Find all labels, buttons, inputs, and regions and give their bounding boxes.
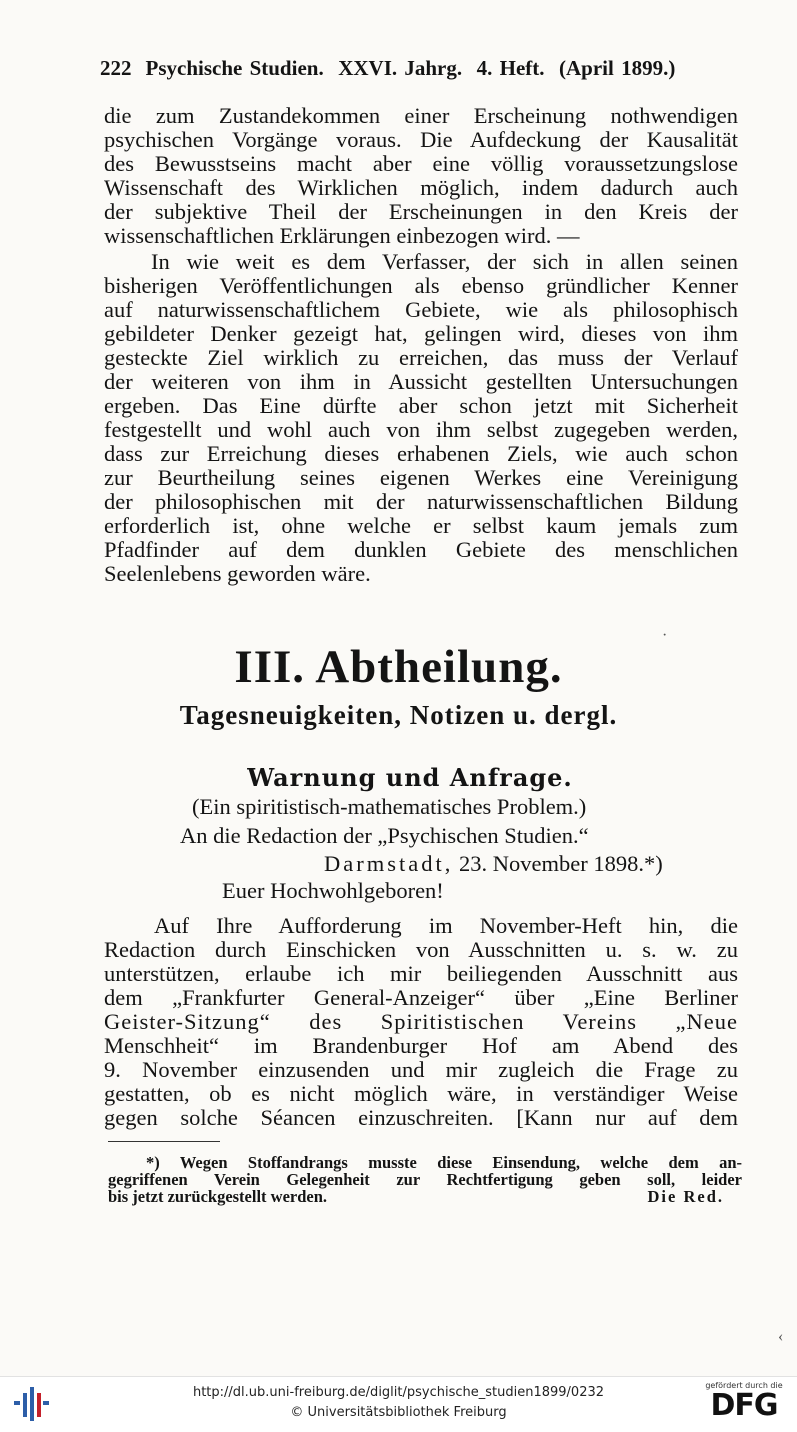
margin-dot: ·: [662, 627, 668, 644]
text-line: der philosophischen mit der naturwissenschaftlichen Bildung: [104, 489, 738, 514]
footnote-line: *) Wegen Stoffandrangs musste diese Einsendung, welche dem an-: [146, 1153, 742, 1172]
text-line: gegen solche Séancen einzuschreiten. [Kann nur auf dem: [104, 1105, 738, 1130]
footnote-text: bis jetzt zurückgestellt werden.: [108, 1187, 328, 1206]
paragraph-2: [104, 250, 738, 586]
text-line: erforderlich ist, ohne welche er selbst kaum jemals zum: [104, 513, 738, 538]
text-line: ergeben. Das Eine dürfte aber schon jetzt mit Sicherheit: [104, 393, 738, 418]
text-line: des Bewusstseins macht aber eine völlig voraussetzungslose: [104, 151, 738, 176]
running-title: Psychische Studien. XXVI. Jahrg. 4. Heft. (April 1899.): [145, 56, 676, 80]
text-line: Wissenschaft des Wirklichen möglich, indem dadurch auch: [104, 175, 738, 200]
copyright-notice: © Universitätsbibliothek Freiburg: [290, 1405, 507, 1420]
footnote-line: gegriffenen Verein Gelegenheit zur Rechtfertigung geben soll, leider: [108, 1170, 742, 1189]
text-line: die zum Zustandekommen einer Erscheinung nothwendigen: [104, 103, 738, 128]
paragraph-3: [104, 914, 738, 1130]
text-line: zur Beurtheilung seines eigenen Werkes eine Vereinigung: [104, 465, 738, 490]
footnote-divider: [108, 1141, 220, 1142]
viewer-footer: [0, 1376, 797, 1432]
text-line: festgestellt und wohl auch von ihm selbst zugegeben werden,: [104, 417, 738, 442]
article-date: 23. November 1898.*): [458, 851, 663, 876]
margin-mark: ‹: [778, 1328, 784, 1345]
footnote-signature: Die Red.: [647, 1187, 724, 1206]
permalink-url[interactable]: http://dl.ub.uni-freiburg.de/diglit/psychische_studien1899/0232: [192, 1385, 605, 1400]
text-line: dem „Frankfurter General-Anzeiger“ über „Eine Berliner: [104, 985, 738, 1010]
text-line: Geister-Sitzung“ des Spiritistischen Vereins „Neue: [104, 1009, 738, 1034]
dfg-logo[interactable]: [701, 1381, 787, 1427]
text-line: auf naturwissenschaftlichem Gebiete, wie als philosophisch: [104, 297, 738, 322]
text-line: der weiteren von ihm in Aussicht gestellten Untersuchungen: [104, 369, 738, 394]
text-line: bisherigen Veröffentlichungen als ebenso gründlicher Kenner: [104, 273, 738, 298]
text-line: gebildeter Denker gezeigt hat, gelingen wird, dieses von ihm: [104, 321, 738, 346]
page-number: 222: [100, 56, 132, 80]
text-line: Seelenlebens geworden wäre.: [104, 561, 371, 586]
text-line: Auf Ihre Aufforderung im November-Heft hin, die: [154, 913, 738, 938]
text-line: unterstützen, erlaube ich mir beiliegenden Ausschnitt aus: [104, 961, 738, 986]
article-title: Warnung und Anfrage.: [247, 763, 573, 792]
text-line: gestatten, ob es nicht möglich wäre, in verständiger Weise: [104, 1081, 738, 1106]
text-line: wissenschaftlichen Erklärungen einbezogen wird. —: [104, 223, 580, 248]
article-salutation: Euer Hochwohlgeboren!: [222, 878, 444, 903]
article-place: Darmstadt,: [324, 851, 454, 876]
dfg-wordmark: DFG: [710, 1388, 778, 1423]
section-subtitle: Tagesneuigkeiten, Notizen u. dergl.: [179, 700, 618, 730]
footnote-line: [108, 1188, 742, 1205]
text-line: Pfadfinder auf dem dunklen Gebiete des menschlichen: [104, 537, 738, 562]
running-header: [100, 56, 740, 88]
text-line: Redaction durch Einschicken von Ausschnitten u. s. w. zu: [104, 937, 738, 962]
text-line: In wie weit es dem Verfasser, der sich in allen seinen: [151, 249, 738, 274]
article-address: An die Redaction der „Psychischen Studien.“: [180, 823, 589, 848]
dfg-tagline: gefördert durch die: [705, 1381, 783, 1390]
text-line: gesteckte Ziel wirklich zu erreichen, das muss der Verlauf: [104, 345, 738, 370]
section-title: III. Abtheilung.: [234, 641, 563, 693]
paragraph-1: [104, 104, 738, 248]
text-line: Menschheit“ im Brandenburger Hof am Abend des: [104, 1033, 738, 1058]
footnote: [108, 1154, 742, 1205]
text-line: psychischen Vorgänge voraus. Die Aufdeckung der Kausalität: [104, 127, 738, 152]
text-line: 9. November einzusenden und mir zugleich die Frage zu: [104, 1057, 738, 1082]
text-line: dass zur Erreichung dieses erhabenen Ziels, wie auch schon: [104, 441, 738, 466]
article-subtitle: (Ein spiritistisch-mathematisches Problem.): [192, 794, 587, 819]
text-line: der subjektive Theil der Erscheinungen in den Kreis der: [104, 199, 738, 224]
article-dateline: [324, 851, 663, 877]
